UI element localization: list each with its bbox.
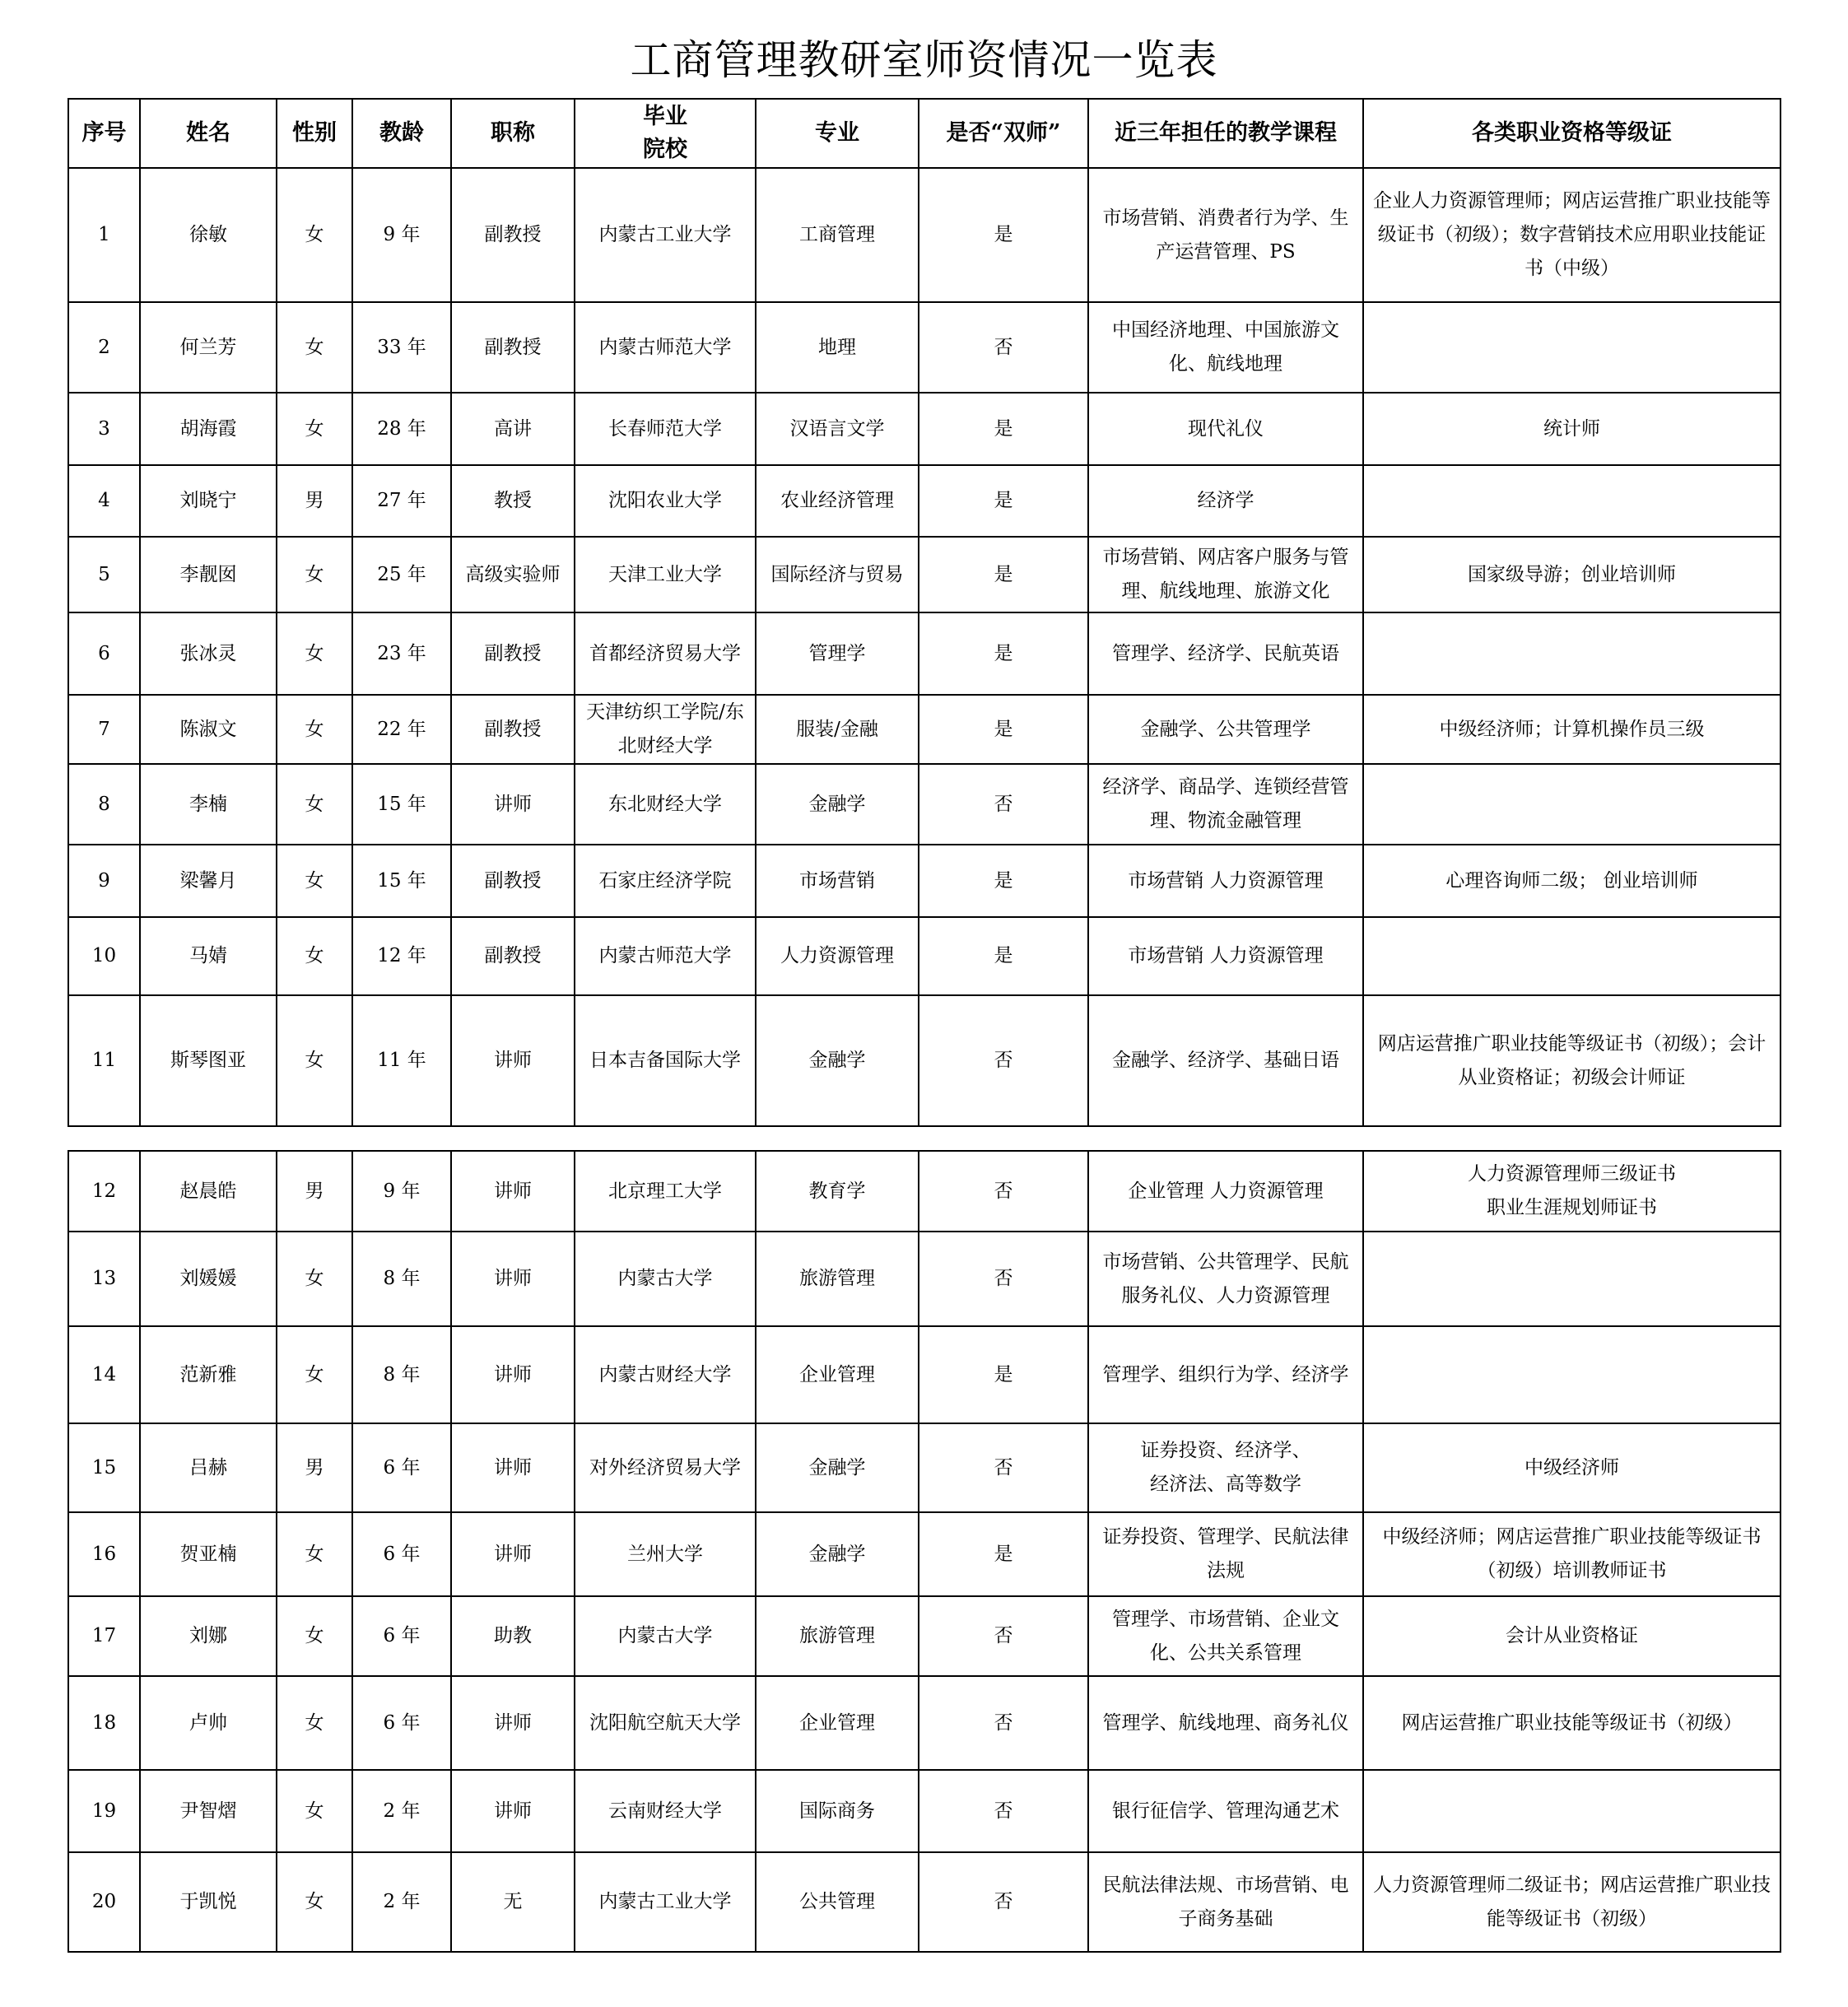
cell-gender: 女	[277, 302, 352, 393]
cell-dual-teacher: 是	[919, 168, 1088, 302]
cell-teaching-years: 2 年	[352, 1852, 451, 1952]
table-row	[68, 764, 1781, 845]
cell-dual-teacher: 否	[919, 1676, 1088, 1770]
cell-courses: 现代礼仪	[1088, 393, 1363, 465]
table-row	[68, 995, 1781, 1126]
table-row	[68, 1770, 1781, 1852]
cell-title: 助教	[451, 1596, 575, 1676]
cell-seq: 16	[68, 1512, 140, 1596]
table-row	[68, 1596, 1781, 1676]
cell-certificates: 网店运营推广职业技能等级证书（初级）	[1363, 1676, 1781, 1770]
cell-teaching-years: 11 年	[352, 995, 451, 1126]
cell-certificates: 心理咨询师二级； 创业培训师	[1363, 845, 1781, 917]
cell-name: 斯琴图亚	[140, 995, 277, 1126]
cell-gender: 女	[277, 612, 352, 695]
cell-name: 李楠	[140, 764, 277, 845]
cell-name: 李靓囡	[140, 537, 277, 612]
cell-gender: 女	[277, 1852, 352, 1952]
table-row	[68, 302, 1781, 393]
cell-seq: 15	[68, 1423, 140, 1512]
cell-seq: 9	[68, 845, 140, 917]
cell-title: 讲师	[451, 1326, 575, 1423]
cell-major: 国际商务	[756, 1770, 919, 1852]
cell-major: 服装/金融	[756, 695, 919, 764]
cell-courses: 管理学、经济学、民航英语	[1088, 612, 1363, 695]
cell-seq: 13	[68, 1232, 140, 1326]
cell-title: 讲师	[451, 1512, 575, 1596]
cell-courses: 证券投资、管理学、民航法律法规	[1088, 1512, 1363, 1596]
cell-gender: 女	[277, 537, 352, 612]
cell-name: 胡海霞	[140, 393, 277, 465]
header-gender: 性别	[277, 99, 352, 168]
faculty-table-part-2	[67, 1150, 1781, 1953]
cell-dual-teacher: 否	[919, 1852, 1088, 1952]
cell-title: 讲师	[451, 1232, 575, 1326]
cell-gender: 男	[277, 1423, 352, 1512]
cell-gender: 女	[277, 1770, 352, 1852]
cell-graduated-school: 石家庄经济学院	[575, 845, 756, 917]
table-row	[68, 1423, 1781, 1512]
table-row	[68, 1326, 1781, 1423]
cell-gender: 女	[277, 1512, 352, 1596]
cell-certificates	[1363, 302, 1781, 393]
cell-certificates: 会计从业资格证	[1363, 1596, 1781, 1676]
cell-graduated-school: 内蒙古工业大学	[575, 1852, 756, 1952]
faculty-table-part-1	[67, 98, 1781, 1127]
cell-seq: 20	[68, 1852, 140, 1952]
cell-courses: 市场营销、公共管理学、民航服务礼仪、人力资源管理	[1088, 1232, 1363, 1326]
cell-major: 旅游管理	[756, 1596, 919, 1676]
cell-major: 教育学	[756, 1151, 919, 1232]
cell-seq: 5	[68, 537, 140, 612]
cell-name: 于凯悦	[140, 1852, 277, 1952]
cell-major: 市场营销	[756, 845, 919, 917]
cell-title: 讲师	[451, 1676, 575, 1770]
cell-certificates	[1363, 1770, 1781, 1852]
table-row	[68, 393, 1781, 465]
cell-name: 赵晨皓	[140, 1151, 277, 1232]
cell-teaching-years: 6 年	[352, 1596, 451, 1676]
cell-graduated-school: 内蒙古工业大学	[575, 168, 756, 302]
cell-teaching-years: 6 年	[352, 1512, 451, 1596]
cell-name: 马婧	[140, 917, 277, 995]
cell-certificates	[1363, 917, 1781, 995]
cell-dual-teacher: 是	[919, 917, 1088, 995]
cell-seq: 6	[68, 612, 140, 695]
cell-certificates	[1363, 465, 1781, 537]
cell-certificates: 人力资源管理师二级证书；网店运营推广职业技能等级证书（初级）	[1363, 1852, 1781, 1952]
cell-certificates	[1363, 764, 1781, 845]
cell-title: 副教授	[451, 612, 575, 695]
header-major: 专业	[756, 99, 919, 168]
page-title: 工商管理教研室师资情况一览表	[630, 36, 1218, 84]
cell-gender: 女	[277, 1596, 352, 1676]
cell-courses: 经济学、商品学、连锁经营管理、物流金融管理	[1088, 764, 1363, 845]
cell-certificates: 国家级导游；创业培训师	[1363, 537, 1781, 612]
table-row	[68, 1676, 1781, 1770]
cell-gender: 女	[277, 168, 352, 302]
cell-dual-teacher: 是	[919, 465, 1088, 537]
cell-graduated-school: 东北财经大学	[575, 764, 756, 845]
cell-teaching-years: 28 年	[352, 393, 451, 465]
cell-certificates	[1363, 612, 1781, 695]
cell-certificates	[1363, 1326, 1781, 1423]
cell-dual-teacher: 否	[919, 1770, 1088, 1852]
cell-dual-teacher: 否	[919, 1423, 1088, 1512]
cell-courses: 证券投资、经济学、 经济法、高等数学	[1088, 1423, 1363, 1512]
cell-teaching-years: 22 年	[352, 695, 451, 764]
cell-title: 教授	[451, 465, 575, 537]
cell-teaching-years: 2 年	[352, 1770, 451, 1852]
cell-graduated-school: 内蒙古师范大学	[575, 302, 756, 393]
cell-graduated-school: 内蒙古师范大学	[575, 917, 756, 995]
cell-title: 副教授	[451, 168, 575, 302]
cell-name: 尹智熠	[140, 1770, 277, 1852]
cell-dual-teacher: 是	[919, 845, 1088, 917]
cell-courses: 中国经济地理、中国旅游文化、航线地理	[1088, 302, 1363, 393]
cell-courses: 市场营销、网店客户服务与管理、航线地理、旅游文化	[1088, 537, 1363, 612]
cell-certificates: 中级经济师；计算机操作员三级	[1363, 695, 1781, 764]
table-row	[68, 168, 1781, 302]
cell-major: 金融学	[756, 764, 919, 845]
header-graduated-school: 毕业 院校	[575, 99, 756, 168]
cell-teaching-years: 12 年	[352, 917, 451, 995]
table-row	[68, 1151, 1781, 1232]
cell-major: 金融学	[756, 1423, 919, 1512]
cell-dual-teacher: 是	[919, 1512, 1088, 1596]
cell-gender: 女	[277, 995, 352, 1126]
cell-name: 陈淑文	[140, 695, 277, 764]
cell-major: 工商管理	[756, 168, 919, 302]
cell-major: 国际经济与贸易	[756, 537, 919, 612]
cell-title: 讲师	[451, 1770, 575, 1852]
cell-dual-teacher: 否	[919, 995, 1088, 1126]
cell-certificates: 网店运营推广职业技能等级证书（初级）；会计从业资格证；初级会计师证	[1363, 995, 1781, 1126]
cell-title: 讲师	[451, 764, 575, 845]
cell-courses: 金融学、公共管理学	[1088, 695, 1363, 764]
cell-certificates	[1363, 1232, 1781, 1326]
cell-courses: 企业管理 人力资源管理	[1088, 1151, 1363, 1232]
cell-title: 讲师	[451, 1423, 575, 1512]
cell-gender: 女	[277, 1326, 352, 1423]
cell-dual-teacher: 否	[919, 1596, 1088, 1676]
table-body-part-1	[68, 168, 1781, 1126]
cell-teaching-years: 6 年	[352, 1423, 451, 1512]
cell-seq: 19	[68, 1770, 140, 1852]
header-title: 职称	[451, 99, 575, 168]
cell-graduated-school: 云南财经大学	[575, 1770, 756, 1852]
cell-name: 何兰芳	[140, 302, 277, 393]
cell-major: 人力资源管理	[756, 917, 919, 995]
cell-seq: 14	[68, 1326, 140, 1423]
cell-graduated-school: 天津纺织工学院/东北财经大学	[575, 695, 756, 764]
header-dual-teacher: 是否“双师”	[919, 99, 1088, 168]
cell-major: 管理学	[756, 612, 919, 695]
cell-seq: 1	[68, 168, 140, 302]
table-row	[68, 917, 1781, 995]
cell-name: 徐敏	[140, 168, 277, 302]
cell-certificates: 人力资源管理师三级证书 职业生涯规划师证书	[1363, 1151, 1781, 1232]
cell-graduated-school: 北京理工大学	[575, 1151, 756, 1232]
cell-teaching-years: 8 年	[352, 1232, 451, 1326]
cell-seq: 17	[68, 1596, 140, 1676]
cell-major: 地理	[756, 302, 919, 393]
cell-name: 刘晓宁	[140, 465, 277, 537]
cell-graduated-school: 天津工业大学	[575, 537, 756, 612]
cell-graduated-school: 兰州大学	[575, 1512, 756, 1596]
cell-certificates: 中级经济师；网店运营推广职业技能等级证书（初级）培训教师证书	[1363, 1512, 1781, 1596]
cell-name: 梁馨月	[140, 845, 277, 917]
cell-courses: 管理学、航线地理、商务礼仪	[1088, 1676, 1363, 1770]
cell-name: 张冰灵	[140, 612, 277, 695]
header-teaching-years: 教龄	[352, 99, 451, 168]
table-body-part-2	[68, 1151, 1781, 1952]
cell-seq: 12	[68, 1151, 140, 1232]
cell-graduated-school: 长春师范大学	[575, 393, 756, 465]
cell-seq: 2	[68, 302, 140, 393]
cell-graduated-school: 对外经济贸易大学	[575, 1423, 756, 1512]
cell-courses: 市场营销 人力资源管理	[1088, 845, 1363, 917]
cell-dual-teacher: 是	[919, 695, 1088, 764]
table-row	[68, 1232, 1781, 1326]
table-row	[68, 1852, 1781, 1952]
cell-dual-teacher: 否	[919, 1151, 1088, 1232]
cell-courses: 管理学、组织行为学、经济学	[1088, 1326, 1363, 1423]
cell-teaching-years: 23 年	[352, 612, 451, 695]
cell-gender: 女	[277, 393, 352, 465]
cell-major: 企业管理	[756, 1326, 919, 1423]
cell-graduated-school: 内蒙古大学	[575, 1232, 756, 1326]
cell-courses: 民航法律法规、市场营销、电子商务基础	[1088, 1852, 1363, 1952]
cell-teaching-years: 9 年	[352, 168, 451, 302]
cell-name: 刘媛媛	[140, 1232, 277, 1326]
cell-title: 副教授	[451, 302, 575, 393]
cell-title: 高讲	[451, 393, 575, 465]
cell-graduated-school: 首都经济贸易大学	[575, 612, 756, 695]
cell-dual-teacher: 是	[919, 612, 1088, 695]
cell-teaching-years: 15 年	[352, 845, 451, 917]
cell-certificates: 统计师	[1363, 393, 1781, 465]
header-courses: 近三年担任的教学课程	[1088, 99, 1363, 168]
cell-courses: 市场营销、消费者行为学、生产运营管理、PS	[1088, 168, 1363, 302]
cell-dual-teacher: 是	[919, 537, 1088, 612]
cell-major: 金融学	[756, 995, 919, 1126]
cell-teaching-years: 6 年	[352, 1676, 451, 1770]
cell-seq: 10	[68, 917, 140, 995]
cell-seq: 3	[68, 393, 140, 465]
cell-major: 公共管理	[756, 1852, 919, 1952]
cell-dual-teacher: 否	[919, 764, 1088, 845]
cell-gender: 女	[277, 845, 352, 917]
cell-graduated-school: 内蒙古大学	[575, 1596, 756, 1676]
cell-certificates: 企业人力资源管理师；网店运营推广职业技能等级证书（初级）；数字营销技术应用职业技能证书（中级）	[1363, 168, 1781, 302]
cell-gender: 男	[277, 1151, 352, 1232]
cell-seq: 8	[68, 764, 140, 845]
cell-dual-teacher: 否	[919, 1232, 1088, 1326]
cell-name: 吕赫	[140, 1423, 277, 1512]
cell-title: 副教授	[451, 845, 575, 917]
cell-seq: 7	[68, 695, 140, 764]
cell-name: 刘娜	[140, 1596, 277, 1676]
cell-title: 讲师	[451, 995, 575, 1126]
cell-courses: 经济学	[1088, 465, 1363, 537]
cell-teaching-years: 8 年	[352, 1326, 451, 1423]
cell-title: 副教授	[451, 917, 575, 995]
header-certificates: 各类职业资格等级证	[1363, 99, 1781, 168]
cell-major: 旅游管理	[756, 1232, 919, 1326]
table-row	[68, 465, 1781, 537]
cell-gender: 男	[277, 465, 352, 537]
table-row	[68, 1512, 1781, 1596]
cell-teaching-years: 15 年	[352, 764, 451, 845]
cell-gender: 女	[277, 1676, 352, 1770]
cell-teaching-years: 27 年	[352, 465, 451, 537]
cell-dual-teacher: 否	[919, 302, 1088, 393]
cell-graduated-school: 沈阳农业大学	[575, 465, 756, 537]
cell-gender: 女	[277, 695, 352, 764]
cell-teaching-years: 9 年	[352, 1151, 451, 1232]
cell-certificates: 中级经济师	[1363, 1423, 1781, 1512]
cell-graduated-school: 内蒙古财经大学	[575, 1326, 756, 1423]
cell-teaching-years: 33 年	[352, 302, 451, 393]
cell-courses: 管理学、市场营销、企业文化、公共关系管理	[1088, 1596, 1363, 1676]
cell-major: 金融学	[756, 1512, 919, 1596]
cell-title: 无	[451, 1852, 575, 1952]
cell-major: 企业管理	[756, 1676, 919, 1770]
cell-major: 农业经济管理	[756, 465, 919, 537]
cell-seq: 18	[68, 1676, 140, 1770]
cell-courses: 金融学、经济学、基础日语	[1088, 995, 1363, 1126]
cell-gender: 女	[277, 917, 352, 995]
cell-dual-teacher: 是	[919, 393, 1088, 465]
cell-name: 贺亚楠	[140, 1512, 277, 1596]
cell-gender: 女	[277, 1232, 352, 1326]
cell-seq: 11	[68, 995, 140, 1126]
cell-seq: 4	[68, 465, 140, 537]
cell-gender: 女	[277, 764, 352, 845]
table-row	[68, 695, 1781, 764]
table-row	[68, 537, 1781, 612]
cell-major: 汉语言文学	[756, 393, 919, 465]
cell-title: 高级实验师	[451, 537, 575, 612]
table-row	[68, 612, 1781, 695]
cell-courses: 市场营销 人力资源管理	[1088, 917, 1363, 995]
cell-teaching-years: 25 年	[352, 537, 451, 612]
cell-name: 卢帅	[140, 1676, 277, 1770]
cell-name: 范新雅	[140, 1326, 277, 1423]
table-row	[68, 845, 1781, 917]
cell-title: 讲师	[451, 1151, 575, 1232]
cell-title: 副教授	[451, 695, 575, 764]
cell-courses: 银行征信学、管理沟通艺术	[1088, 1770, 1363, 1852]
cell-graduated-school: 日本吉备国际大学	[575, 995, 756, 1126]
cell-graduated-school: 沈阳航空航天大学	[575, 1676, 756, 1770]
table-header-row	[68, 99, 1781, 168]
header-seq: 序号	[68, 99, 140, 168]
header-name: 姓名	[140, 99, 277, 168]
cell-dual-teacher: 是	[919, 1326, 1088, 1423]
